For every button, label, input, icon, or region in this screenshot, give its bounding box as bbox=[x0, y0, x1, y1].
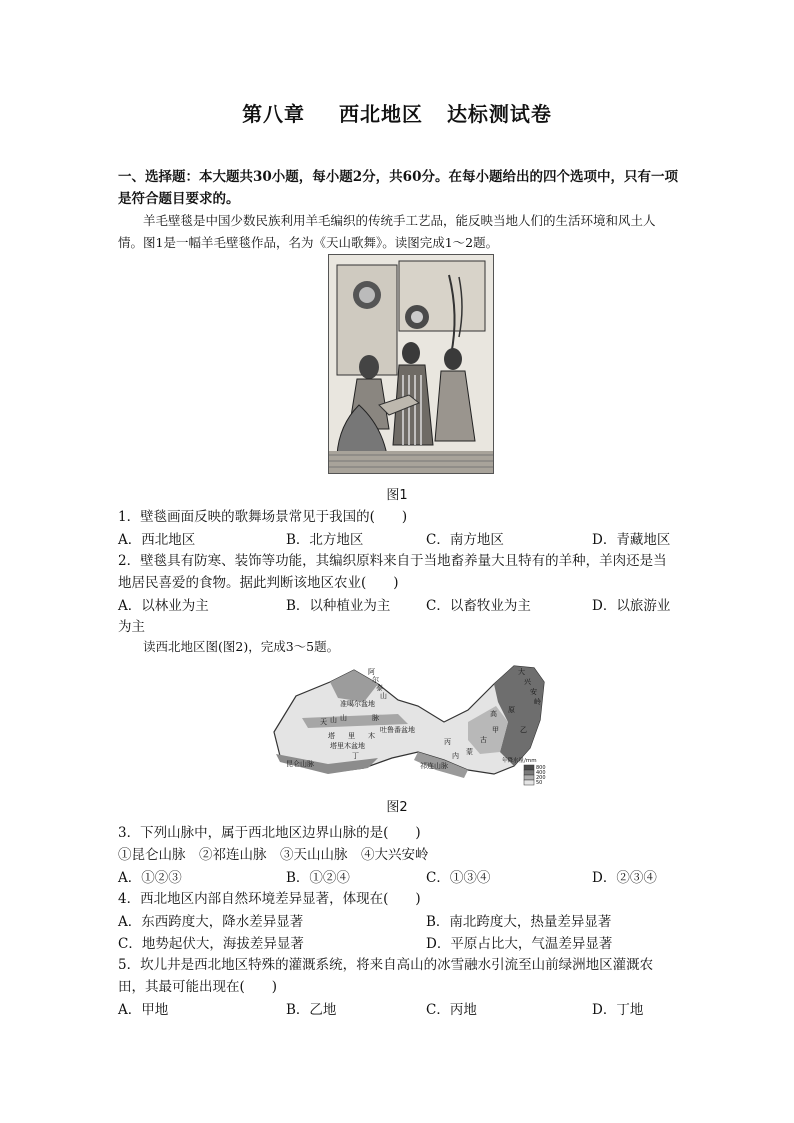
q2-option-c[interactable]: C．以畜牧业为主 bbox=[426, 598, 531, 614]
q5-options bbox=[118, 998, 678, 1020]
q2-option-d-wrap: 为主 bbox=[118, 619, 145, 635]
q5-option-d[interactable]: D．丁地 bbox=[592, 1002, 644, 1018]
map-label-26: 甲 bbox=[492, 726, 499, 734]
q4-option-b[interactable]: B．南北跨度大，热量差异显著 bbox=[426, 914, 612, 930]
q4-options-row2 bbox=[118, 932, 678, 954]
northwest-map-figure bbox=[268, 662, 558, 790]
q5-option-b[interactable]: B．乙地 bbox=[286, 1002, 337, 1018]
map-label-22: 安 bbox=[530, 688, 537, 696]
northwest-map bbox=[268, 662, 558, 790]
map-label-12: 木 bbox=[368, 732, 375, 740]
map-label-9: 吐鲁番盆地 bbox=[380, 726, 415, 734]
figure1-caption: 图1 bbox=[386, 488, 408, 503]
precipitation-legend bbox=[502, 756, 546, 786]
title-chapter: 第八章 bbox=[242, 102, 306, 126]
q3-stem: 3．下列山脉中，属于西北地区边界山脉的是( ) bbox=[118, 825, 421, 841]
map-label-8: 脉 bbox=[372, 714, 379, 722]
map-label-14: 丁 bbox=[352, 752, 359, 760]
q3-options bbox=[118, 866, 678, 888]
map-label-15: 昆仑山脉 bbox=[286, 760, 314, 768]
intro-q3-5: 读西北地区图(图2)，完成3～5题。 bbox=[143, 639, 340, 654]
q2-option-a[interactable]: A．以林业为主 bbox=[118, 598, 209, 614]
map-label-6: 山 bbox=[330, 716, 337, 724]
legend-swatch-200 bbox=[524, 775, 534, 780]
map-label-10: 塔 bbox=[328, 732, 335, 740]
q2-option-b[interactable]: B．以种植业为主 bbox=[286, 598, 391, 614]
map-label-25: 原 bbox=[508, 706, 515, 714]
map-label-23: 岭 bbox=[534, 698, 541, 706]
map-label-16: 祁连山脉 bbox=[420, 762, 448, 770]
q3-option-b[interactable]: B．①②④ bbox=[286, 870, 350, 886]
page-title bbox=[0, 98, 794, 127]
q4-option-d[interactable]: D．平原占比大，气温差异显著 bbox=[426, 936, 613, 952]
map-label-5: 天 bbox=[320, 718, 327, 726]
q2-stem: 2．壁毯具有防寒、装饰等功能，其编织原料来自于当地畜养量大且特有的羊种，羊肉还是当地居民喜爱的食物。据此判断该地区农业( ) bbox=[118, 553, 667, 591]
map-label-11: 里 bbox=[348, 732, 355, 740]
map-label-19: 古 bbox=[480, 736, 487, 744]
q1-option-c[interactable]: C．南方地区 bbox=[426, 532, 504, 548]
legend-title: 年降水量/mm bbox=[502, 758, 537, 764]
section-instructions: 一、选择题：本大题共30小题，每小题2分，共60分。在每小题给出的四个选项中，只有一项是符合题目要求的。 bbox=[118, 169, 678, 207]
q4-option-a[interactable]: A．东西跨度大，降水差异显著 bbox=[118, 914, 304, 930]
legend-swatch-400 bbox=[524, 770, 534, 775]
q1-option-a[interactable]: A．西北地区 bbox=[118, 532, 196, 548]
q3-choices: ①昆仑山脉 ②祁连山脉 ③天山山脉 ④大兴安岭 bbox=[118, 847, 429, 863]
q5-stem: 5．坎儿井是西北地区特殊的灌溉系统，将来自高山的冰雪融水引流至山前绿洲地区灌溉农田，其最可能出现在( ) bbox=[118, 957, 654, 995]
map-label-3: 山 bbox=[380, 692, 387, 700]
map-label-21: 兴 bbox=[524, 678, 531, 686]
q5-option-a[interactable]: A．甲地 bbox=[118, 1002, 169, 1018]
q1-option-b[interactable]: B．北方地区 bbox=[286, 532, 364, 548]
q4-stem: 4．西北地区内部自然环境差异显著，体现在( ) bbox=[118, 891, 421, 907]
legend-value-400: 400 bbox=[536, 770, 546, 776]
q3-option-d[interactable]: D．②③④ bbox=[592, 870, 657, 886]
legend-value-50: 50 bbox=[536, 780, 543, 786]
legend-value-800: 800 bbox=[536, 765, 546, 771]
map-label-2: 泰 bbox=[376, 684, 383, 692]
q1-option-d[interactable]: D．青藏地区 bbox=[592, 532, 671, 548]
q3-option-a[interactable]: A．①②③ bbox=[118, 870, 182, 886]
q2-option-d[interactable]: D．以旅游业 bbox=[592, 598, 671, 614]
map-label-24: 高 bbox=[490, 710, 497, 718]
legend-swatch-50 bbox=[524, 780, 534, 785]
q2-options bbox=[118, 594, 678, 616]
title-region: 西北地区 bbox=[339, 102, 423, 126]
figure2-caption: 图2 bbox=[386, 800, 408, 815]
map-label-7: 山 bbox=[340, 714, 347, 722]
q4-options-row1 bbox=[118, 910, 678, 932]
tapestry-illustration bbox=[329, 255, 493, 473]
tapestry-figure bbox=[328, 254, 494, 474]
map-label-18: 蒙 bbox=[466, 748, 473, 756]
q4-option-c[interactable]: C．地势起伏大，海拔差异显著 bbox=[118, 936, 304, 952]
map-label-17: 内 bbox=[452, 752, 459, 760]
title-test: 达标测试卷 bbox=[446, 102, 552, 126]
map-label-13: 塔里木盆地 bbox=[330, 742, 365, 750]
map-label-27: 乙 bbox=[520, 726, 527, 734]
q5-option-c[interactable]: C．丙地 bbox=[426, 1002, 477, 1018]
intro-q1-2: 羊毛壁毯是中国少数民族利用羊毛编织的传统手工艺品，能反映当地人们的生活环境和风土人情。图1是一幅羊毛壁毯作品，名为《天山歌舞》。读图完成1～2题。 bbox=[118, 213, 656, 250]
map-label-28: 丙 bbox=[444, 738, 451, 746]
q1-stem: 1．壁毯画面反映的歌舞场景常见于我国的( ) bbox=[118, 509, 408, 525]
q1-options bbox=[118, 528, 678, 550]
map-label-20: 大 bbox=[518, 668, 525, 676]
legend-swatch-800 bbox=[524, 765, 534, 770]
q3-option-c[interactable]: C．①③④ bbox=[426, 870, 491, 886]
map-label-4: 准噶尔盆地 bbox=[340, 700, 375, 708]
map-label-1: 尔 bbox=[372, 676, 379, 684]
legend-value-200: 200 bbox=[536, 775, 546, 781]
map-label-0: 阿 bbox=[368, 668, 375, 676]
